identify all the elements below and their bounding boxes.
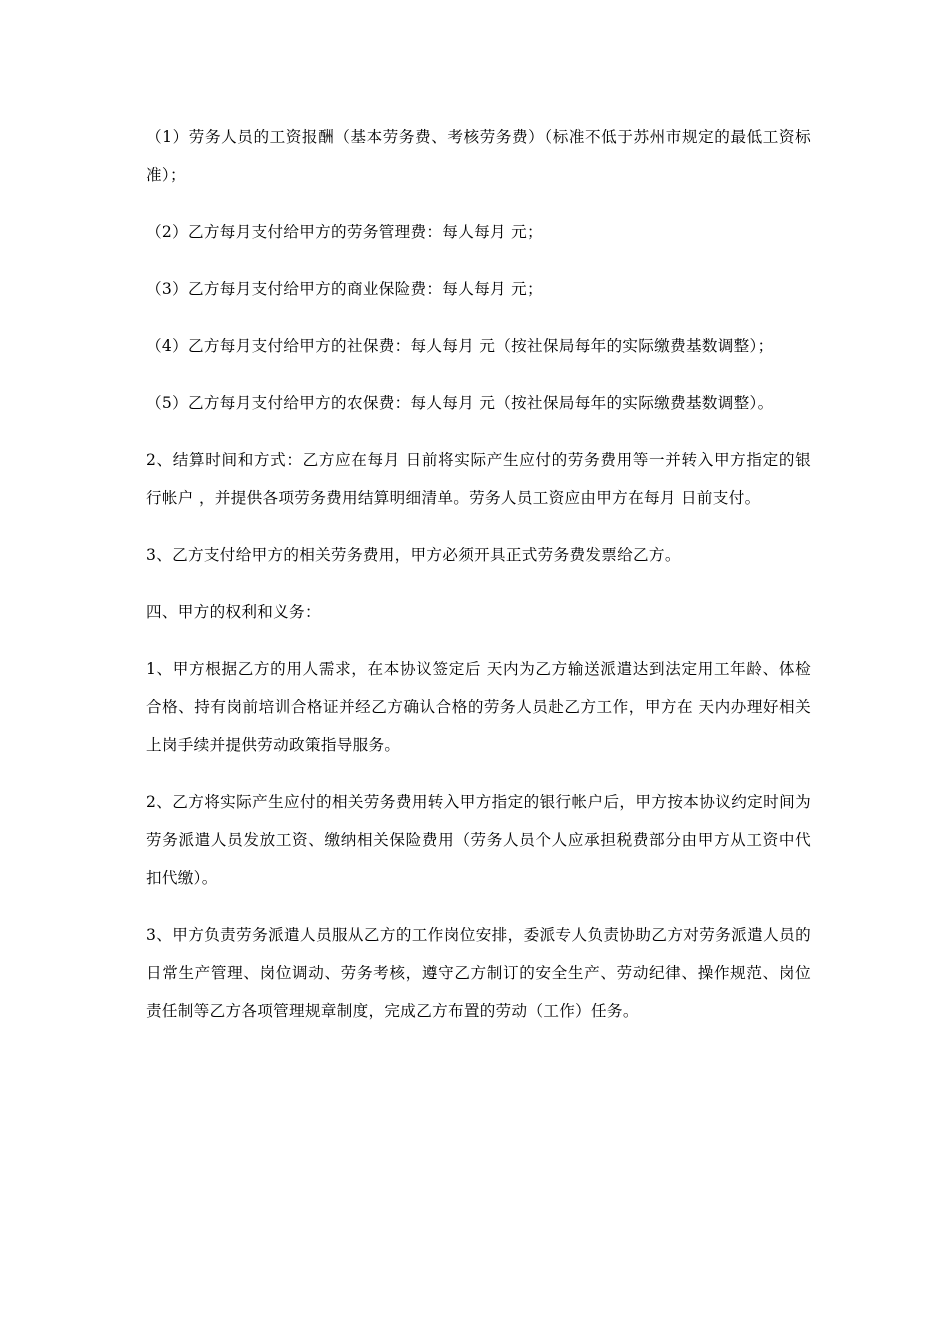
paragraph-party-a-clause-2: 2、乙方将实际产生应付的相关劳务费用转入甲方指定的银行帐户后，甲方按本协议约定时间为劳务派遣人员发放工资、缴纳相关保险费用（劳务人员个人应承担税费部分由甲方从工资中代扣代缴）。 xyxy=(146,793,811,887)
paragraph-item-5-rural-insurance: （5）乙方每月支付给甲方的农保费：每人每月 元（按社保局每年的实际缴费基数调整）。 xyxy=(146,394,774,412)
paragraph-settlement: 2、结算时间和方式：乙方应在每月 日前将实际产生应付的劳务费用等一并转入甲方指定的银行帐户 ，并提供各项劳务费用结算明细清单。劳务人员工资应由甲方在每月 日前支付。 xyxy=(146,451,811,507)
paragraph-item-1-wage: （1）劳务人员的工资报酬（基本劳务费、考核劳务费）（标准不低于苏州市规定的最低工资标准）； xyxy=(146,128,811,184)
paragraph-invoice: 3、乙方支付给甲方的相关劳务费用，甲方必须开具正式劳务费发票给乙方。 xyxy=(146,546,681,564)
paragraph-item-4-social-security: （4）乙方每月支付给甲方的社保费：每人每月 元（按社保局每年的实际缴费基数调整）； xyxy=(146,337,774,355)
paragraph-item-2-management-fee: （2）乙方每月支付给甲方的劳务管理费：每人每月 元； xyxy=(146,223,543,241)
section-heading-party-a-rights: 四、甲方的权利和义务： xyxy=(146,603,321,621)
paragraph-party-a-clause-1: 1、甲方根据乙方的用人需求，在本协议签定后 天内为乙方输送派遣达到法定用工年龄、体检合格、持有岗前培训合格证并经乙方确认合格的劳务人员赴乙方工作，甲方在 天内办理好相关上岗手续并提供劳动政策指导服务。 xyxy=(146,660,811,754)
document-page xyxy=(146,118,811,1049)
paragraph-item-3-insurance-fee: （3）乙方每月支付给甲方的商业保险费：每人每月 元； xyxy=(146,280,543,298)
paragraph-party-a-clause-3: 3、甲方负责劳务派遣人员服从乙方的工作岗位安排，委派专人负责协助乙方对劳务派遣人员的日常生产管理、岗位调动、劳务考核，遵守乙方制订的安全生产、劳动纪律、操作规范、岗位责任制等乙方各项管理规章制度，完成乙方布置的劳动（工作）任务。 xyxy=(146,926,811,1020)
